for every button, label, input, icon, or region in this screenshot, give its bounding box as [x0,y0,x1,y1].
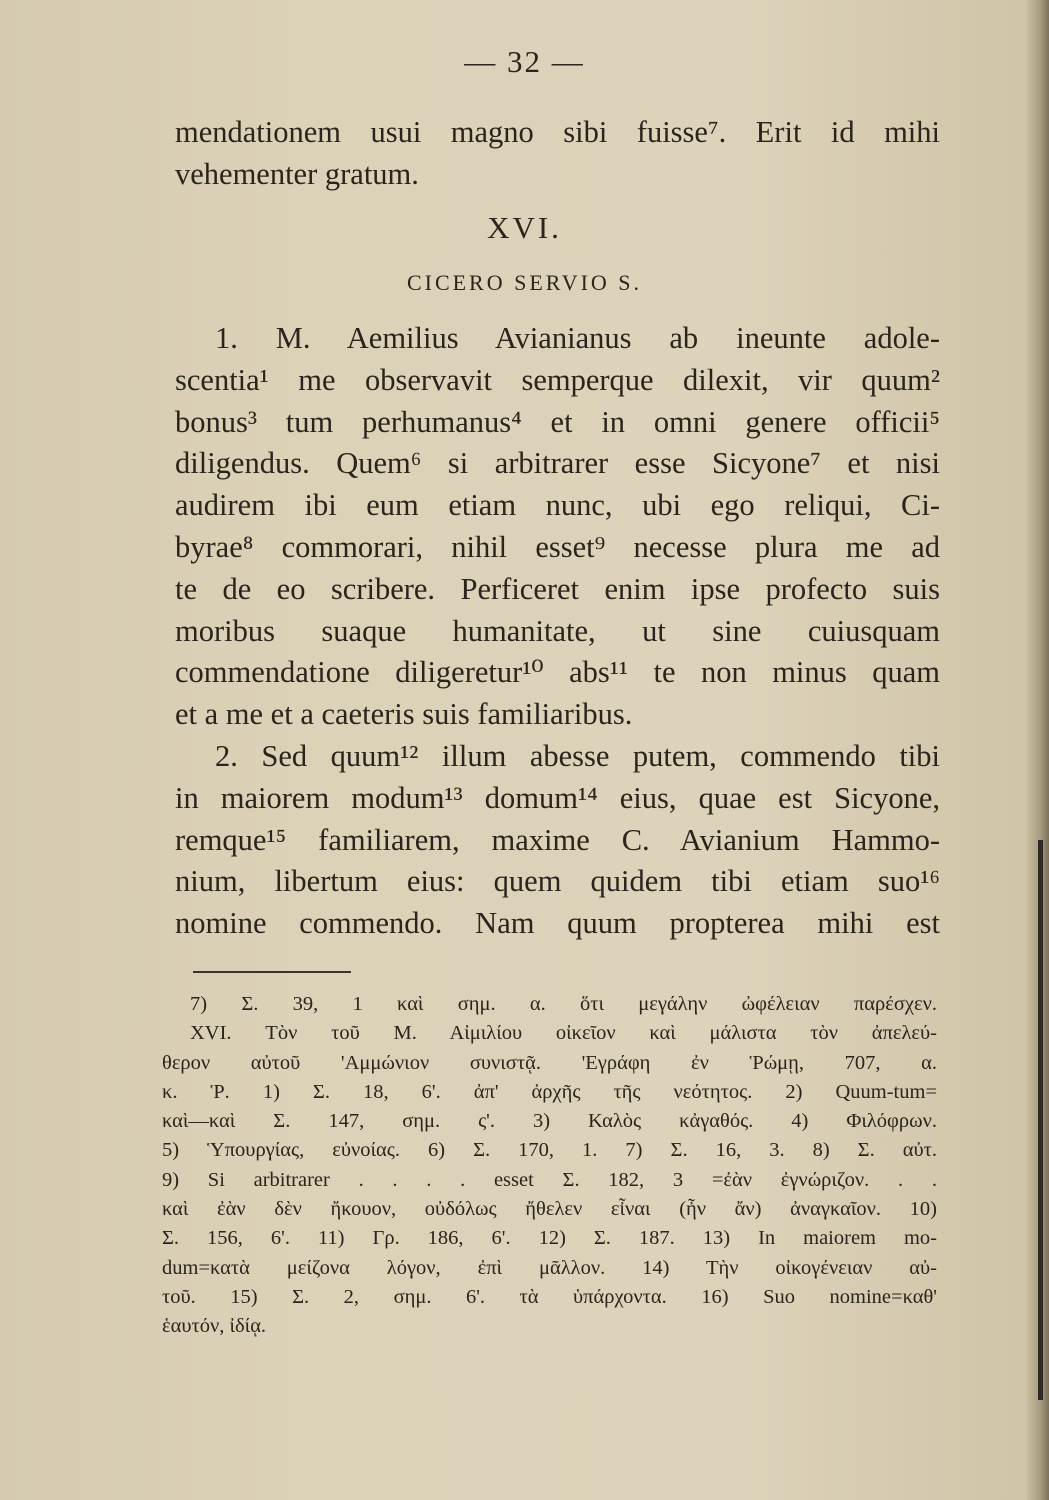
footnote-line: τοῦ. 15) Σ. 2, σημ. 6'. τὰ ὑπάρχοντα. 16) Suo nomine=καθ' [162,1285,937,1308]
section-number: XVI. [487,210,562,245]
paragraph-2 [175,736,940,945]
text-line: et a me et a caeteris suis familiaribus. [175,697,633,732]
footnote-line: 7) Σ. 39, 1 καὶ σημ. α. ὅτι μεγάλην ὠφέλειαν παρέσχεν. [190,993,937,1015]
text-line: mendationem usui magno sibi fuisse⁷. Erit id mihi [175,115,940,149]
edge-shadow [1038,840,1043,1400]
footnote-line: Σ. 156, 6'. 11) Γρ. 186, 6'. 12) Σ. 187. 13) In maiorem mo- [162,1227,937,1250]
text-line: scentia¹ me observavit semperque dilexit, vir quum² [175,362,940,397]
text-line: commendatione diligeretur¹⁰ abs¹¹ te non minus quam [175,655,940,690]
text-line: nomine commendo. Nam quum propterea mihi est [175,906,940,941]
text-line: nium, libertum eius: quem quidem tibi etiam suo¹⁶ [175,864,940,899]
footnote-line: ἑαυτόν, ἰδίᾳ. [162,1315,267,1338]
page-number: — 32 — [464,44,585,79]
footnote-line: XVI. Τὸν τοῦ Μ. Αἰμιλίου οἰκεῖον καὶ μάλιστα τὸν ἀπελεύ- [190,1022,937,1045]
text-line: 1. M. Aemilius Avianianus ab ineunte adole- [215,321,940,355]
text-line: diligendus. Quem⁶ si arbitrarer esse Sicyone⁷ et nisi [175,446,940,481]
text-line: moribus suaque humanitate, ut sine cuiusquam [175,613,940,648]
footnote-line: καὶ ἐὰν δὲν ἤκουον, οὐδόλως ἤθελεν εἶναι (ἦν ἄν) ἀναγκαῖον. 10) [162,1198,937,1221]
text-line: 2. Sed quum¹² illum abesse putem, commendo tibi [215,739,940,773]
text-line: in maiorem modum¹³ domum¹⁴ eius, quae est Sicyone, [175,780,940,815]
footnote-line: κ. Ῥ. 1) Σ. 18, 6'. ἀπ' ἀρχῆς τῆς νεότητος. 2) Quum-tum= [162,1080,937,1103]
intro-text [175,112,940,196]
text-line: remque¹⁵ familiarem, maxime C. Avianium Hammo- [175,822,940,857]
text-line: audirem ibi eum etiam nunc, ubi ego reliqui, Ci- [175,488,940,523]
footnote-line: 9) Si arbitrarer . . . . esset Σ. 182, 3 =ἐὰν ἐγνώριζον. . . [162,1168,937,1191]
footnote-line: θερον αὐτοῦ 'Αμμώνιον συνιστᾷ. 'Εγράφη ἐν Ῥώμῃ, 707, α. [162,1051,937,1074]
text-line: vehementer gratum. [175,156,419,191]
footnote-divider [193,971,351,973]
paragraph-1 [175,318,940,736]
footnote-line: καὶ—καὶ Σ. 147, σημ. ς'. 3) Καλὸς κἀγαθός. 4) Φιλόφρων. [162,1110,937,1133]
text-line: te de eo scribere. Perficeret enim ipse profecto suis [175,571,940,606]
letter-address: CICERO SERVIO S. [406,270,643,295]
footnotes [162,990,937,1342]
text-line: bonus³ tum perhumanus⁴ et in omni genere officii⁵ [175,404,940,439]
footnote-line: dum=κατὰ μείζονα λόγον, ἐπὶ μᾶλλον. 14) Τὴν οἰκογένειαν αὐ- [162,1256,937,1279]
footnote-line: 5) Ὑπουργίας, εὐνοίας. 6) Σ. 170, 1. 7) Σ. 16, 3. 8) Σ. αὐτ. [162,1139,937,1162]
text-line: byrae⁸ commorari, nihil esset⁹ necesse plura me ad [175,529,940,564]
